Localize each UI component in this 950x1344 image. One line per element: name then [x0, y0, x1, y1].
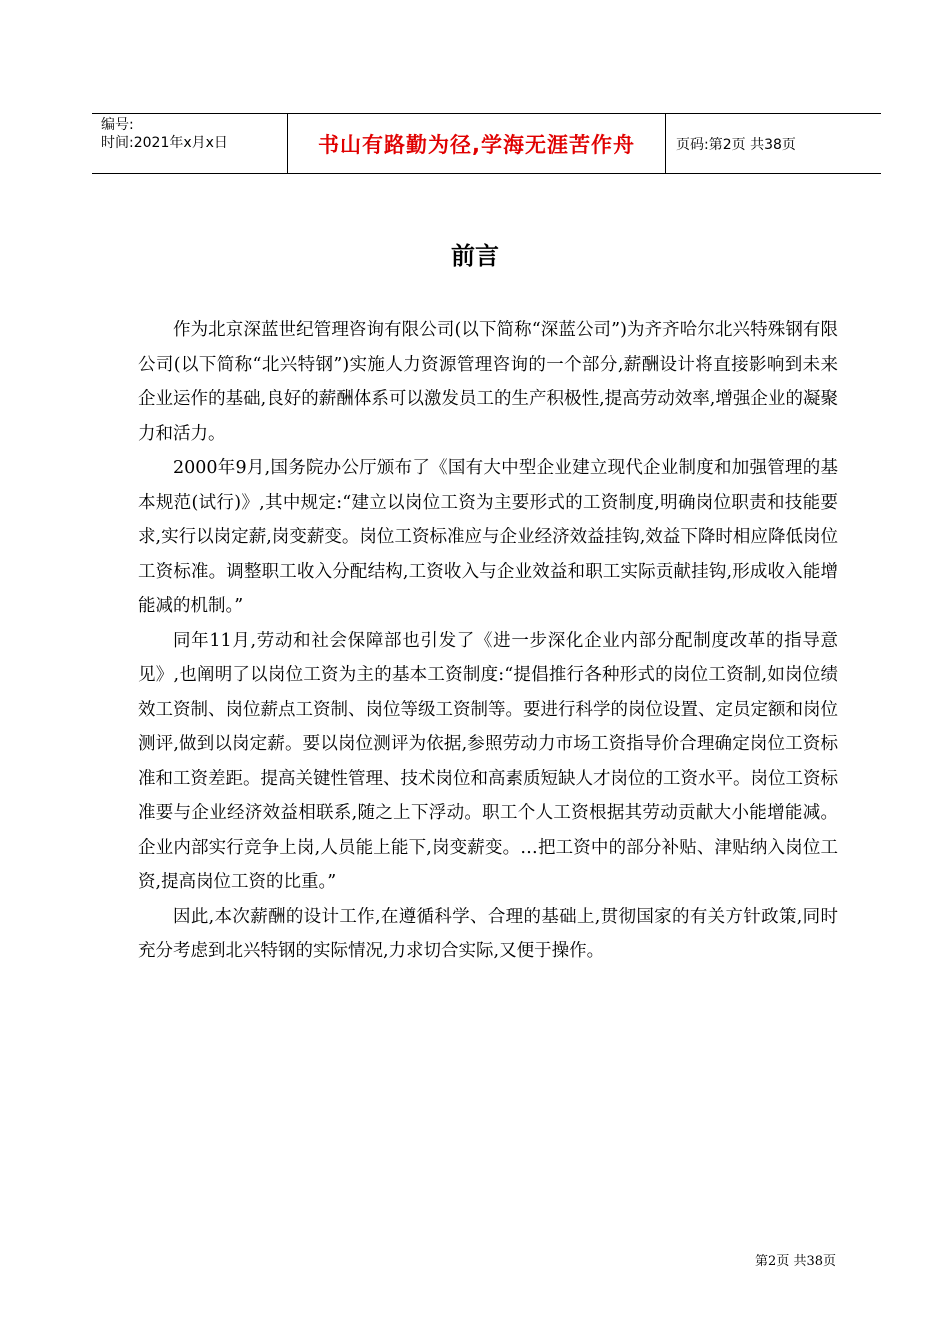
header-time-label: 时间:2021年x月x日: [101, 135, 228, 151]
header-motto: 书山有路勤为径,学海无涯苦作舟: [288, 114, 666, 173]
header-page-label: 页码:第2页 共38页: [676, 136, 796, 153]
paragraph: 因此,本次薪酬的设计工作,在遵循科学、合理的基础上,贯彻国家的有关方针政策,同时充分考虑到北兴特钢的实际情况,力求切合实际,又便于操作。: [138, 906, 838, 961]
paragraph: 同年11月,劳动和社会保障部也引发了《进一步深化企业内部分配制度改革的指导意见》,也阐明了以岗位工资为主的基本工资制度:“提倡推行各种形式的岗位工资制,如岗位绩效工资制、岗位薪点工资制、岗位等级工资制等。要进行科学的岗位设置、定员定额和岗位测评,做到以岗定薪。要以岗位测评为依据,参照劳动力市场工资指导价合理确定岗位工资标准和工资差距。提高关键性管理、技术岗位和高素质短缺人才岗位的工资水平。岗位工资标准要与企业经济效益相联系,随之上下浮动。职工个人工资根据其劳动贡献大小能增能减。企业内部实行竞争上岗,人员能上能下,岗变薪变。…把工资中的部分补贴、津贴纳入岗位工资,提高岗位工资的比重。”: [138, 630, 838, 892]
header-meta: [92, 114, 288, 173]
page-footer: 第2页 共38页: [755, 1254, 836, 1269]
page-title: 前言: [451, 242, 499, 270]
document-header: [92, 113, 881, 174]
paragraph: 2000年9月,国务院办公厅颁布了《国有大中型企业建立现代企业制度和加强管理的基本规范(试行)》,其中规定:“建立以岗位工资为主要形式的工资制度,明确岗位职责和技能要求,实行以岗定薪,岗变薪变。岗位工资标准应与企业经济效益挂钩,效益下降时相应降低岗位工资标准。调整职工收入分配结构,工资收入与企业效益和职工实际贡献挂钩,形成收入能增能减的机制。”: [138, 458, 838, 616]
paragraph: 作为北京深蓝世纪管理咨询有限公司(以下简称“深蓝公司”)为齐齐哈尔北兴特殊钢有限公司(以下简称“北兴特钢”)实施人力资源管理咨询的一个部分,薪酬设计将直接影响到未来企业运作的基础,良好的薪酬体系可以激发员工的生产积极性,提高劳动效率,增强企业的凝聚力和活力。: [138, 320, 838, 444]
header-number-label: 编号:: [101, 117, 134, 133]
document-body: [138, 313, 838, 969]
